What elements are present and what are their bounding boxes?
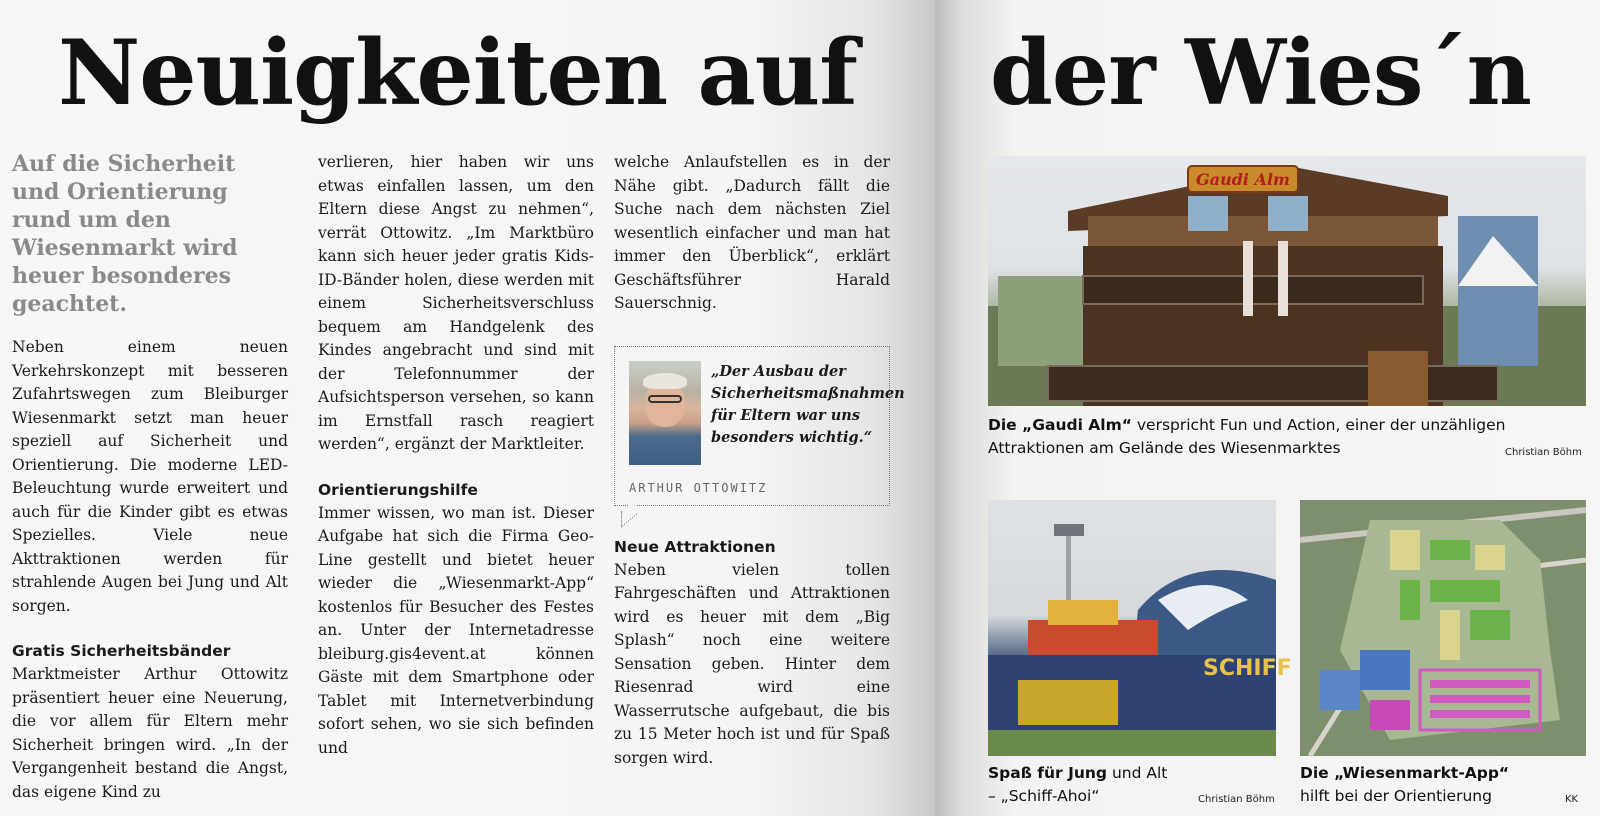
map-caption [1300,762,1540,808]
subhead-sicherheitsbaender: Gratis Sicherheitsbänder [12,642,231,660]
map-credit: KK [1565,794,1579,805]
paragraph-continuation-2: welche Anlaufstellen es in der Nähe gibt. „Dadurch fällt die Suche nach dem nächsten Ziel wesentlich einfacher und man hat immer den Überblick“, erklärt Geschäftsführer Harald Sauerschnig. [614,153,890,312]
quote-text: „Der Ausbau der Sicherheitsmaßnahmen für Eltern war uns besonders wichtig.“ [711,362,905,446]
schiff-sign-text: SCHIFF [1203,656,1292,681]
headline-right: der Wies´n [990,20,1531,126]
map-caption-rest: hilft bei der Orientierung [1300,787,1492,805]
schiff-ahoi-photo [988,500,1292,756]
subhead-neue-attraktionen: Neue Attraktionen [614,537,776,556]
article-column-1 [12,150,288,804]
intro-paragraph: Neben einem neuen Verkehrskonzept mit besseren Zufahrtswegen zum Bleiburger Wiesenmarkt setzt man heuer speziell auf Sicherheit und Orientierung. Die moderne LED-Beleuchtung wurde erweitert und auch für die Kinder gibt es etwas Spezielles. Viele neue Akttraktionen werden für strahlende Augen bei Jung und Alt sorgen. [12,338,288,615]
subhead-orientierungshilfe: Orientierungshilfe [318,480,478,499]
wiesenmarkt-map [1300,500,1586,756]
lead-paragraph: Auf die Sicherheit und Orientierung rund um den Wiesenmarkt wird heuer besonderes geachtet. [12,151,238,317]
quote-author: ARTHUR OTTOWITZ [629,480,768,495]
paragraph-neue-attraktionen: Neben vielen tollen Fahrgeschäften und Attraktionen wird es heuer mit dem „Big Splash“ noch eine weitere Sensation geben. Hinter dem Riesenrad wird eine Wasserrutsche aufgebaut, die bis zu 15 Meter hoch ist und für Spaß sorgen wird. [614,560,890,767]
article-column-2 [318,151,594,760]
map-caption-bold: Die „Wiesenmarkt-App“ [1300,764,1510,782]
gaudi-caption-rest: verspricht Fun und Action, einer der unzähligen Attraktionen am Gelände des Wiesenmarktes [988,416,1506,457]
quote-box [614,346,905,506]
schiff-caption-rest: und Alt – „Schiff-Ahoi“ [988,764,1168,805]
schiff-caption-bold: Spaß für Jung [988,764,1108,782]
schiff-credit: Christian Böhm [1198,794,1275,805]
quote-tail [621,498,637,527]
paragraph-sicherheitsbaender: Marktmeister Arthur Ottowitz präsentiert heuer eine Neuerung, die vor allem für Eltern mehr Sicherheit bringen wird. „In der Vergangenheit bestand die Angst, das eigene Kind zu [12,665,288,801]
schiff-caption [988,762,1178,808]
gaudi-credit: Christian Böhm [1505,447,1582,458]
gaudi-caption [988,414,1518,460]
paragraph-orientierungshilfe: Immer wissen, wo man ist. Dieser Aufgabe hat sich die Firma Geo-Line gestellt und bietet heuer wieder die „Wiesenmarkt-App“ kostenlos für Besucher des Festes an. Unter der Internetadresse bleiburg.gis4event.at können Gäste mit dem Smartphone oder Tablet mit Internetverbindung sofort sehen, wo sie sich befinden und [318,503,594,757]
paragraph-continuation: verlieren, hier haben wir uns etwas einfallen lassen, um den Eltern diese Angst zu nehmen“, verrät Ottowitz. „Im Marktbüro kann sich heuer jeder gratis Kids-ID-Bänder holen, diese werden mit einem Sicherheitsverschluss bequem am Handgelenk des Kindes angebracht und sind mit der Telefonnummer der Aufsichtsperson versehen, so kann im Ernstfall rasch reagiert werden“, ergänzt der Marktleiter. [318,153,594,453]
portrait-photo [629,361,701,465]
gaudi-sign-text: Gaudi Alm [1196,170,1290,189]
gaudi-alm-photo [988,156,1586,406]
article-column-3 [614,151,905,770]
headline-left: Neuigkeiten auf [58,20,857,126]
gaudi-caption-bold: Die „Gaudi Alm“ [988,416,1132,434]
